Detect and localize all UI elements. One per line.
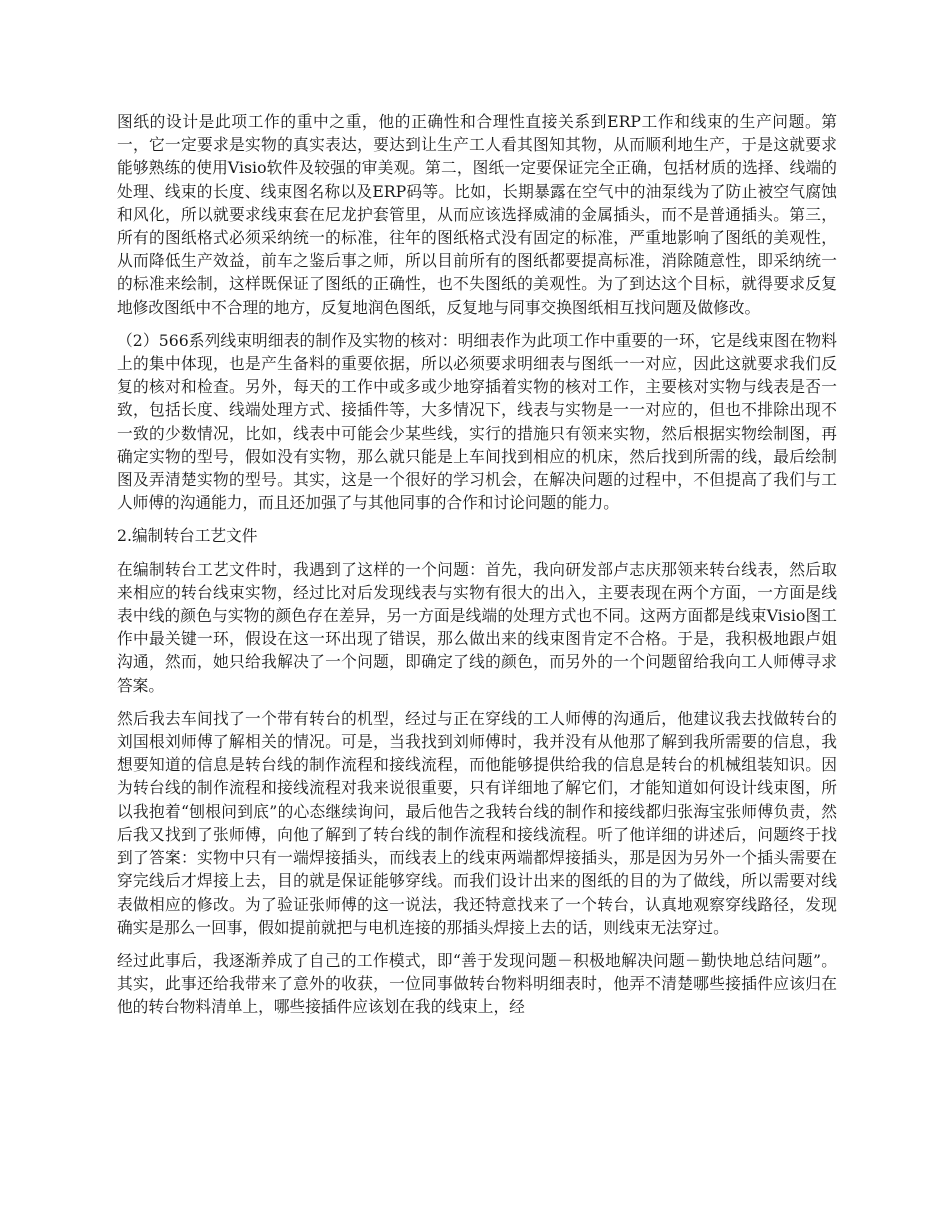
document-page (117, 110, 837, 1029)
paragraph-work-mode: 经过此事后，我逐渐养成了自己的工作模式，即“善于发现问题－积极地解决问题－勤快地总结问题”。其实，此事还给我带来了意外的收获，一位同事做转台物料明细表时，他弄不清楚哪些接插件应该归在他的转台物料清单上，哪些接插件应该划在我的线束上，经 (117, 950, 837, 1017)
paragraph-drawing-design: 图纸的设计是此项工作的重中之重，他的正确性和合理性直接关系到ERP工作和线束的生产问题。第一，它一定要求是实物的真实表达，要达到让生产工人看其图知其物，从而顺利地生产，于是这就要求能够熟练的使用Visio软件及较强的审美观。第二，图纸一定要保证完全正确，包括材质的选择、线端的处理、线束的长度、线束图名称以及ERP码等。比如，长期暴露在空气中的油泵线为了防止被空气腐蚀和风化，所以就要求线束套在尼龙护套管里，从而应该选择威浦的金属插头，而不是普通插头。第三，所有的图纸格式必须采纳统一的标准，往年的图纸格式没有固定的标准，严重地影响了图纸的美观性，从而降低生产效益，前车之鉴后事之师，所以目前所有的图纸都要提高标准，消除随意性，即采纳统一的标准来绘制，这样既保证了图纸的正确性，也不失图纸的美观性。为了到达这个目标，就得要求反复地修改图纸中不合理的地方，反复地润色图纸，反复地与同事交换图纸相互找问题及做修改。 (117, 112, 837, 317)
paragraph-workshop-visit: 然后我去车间找了一个带有转台的机型，经过与正在穿线的工人师傅的沟通后，他建议我去找做转台的刘国根刘师傅了解相关的情况。可是，当我找到刘师傅时，我并没有从他那了解到我所需要的信息，我想要知道的信息是转台线的制作流程和接线流程，而他能够提供给我的信息是转台的机械组装知识。因为转台线的制作流程和接线流程对我来说很重要，只有详细地了解它们，才能知道如何设计线束图，所以我抱着“刨根问到底”的心态继续询问，最后他告之我转台线的制作和接线都归张海宝张师傅负责，然后我又找到了张师傅，向他了解到了转台线的制作流程和接线流程。听了他详细的讲述后，问题终于找到了答案：实物中只有一端焊接插头，而线表上的线束两端都焊接插头，那是因为另外一个插头需要在穿完线后才焊接上去，目的就是保证能够穿线。而我们设计出来的图纸的目的为了做线，所以需要对线表做相应的修改。为了验证张师傅的这一说法，我还特意找来了一个转台，认真地观察穿线路径，发现确实是那么一回事，假如提前就把与电机连接的那插头焊接上去的话，则线束无法穿过。 (117, 708, 837, 937)
paragraph-566-detail-table: （2）566系列线束明细表的制作及实物的核对：明细表作为此项工作中重要的一环，它是线束图在物料上的集中体现，也是产生备料的重要依据，所以必须要求明细表与图纸一一对应，因此这就要求我们反复的核对和检查。另外，每天的工作中或多或少地穿插着实物的核对工作，主要核对实物与线表是否一致，包括长度、线端处理方式、接插件等，大多情况下，线表与实物是一一对应的，但也不排除出现不一致的少数情况，比如，线表中可能会少某些线，实行的措施只有领来实物，然后根据实物绘制图，再确定实物的型号，假如没有实物，那么就只能是上车间找到相应的机床，然后找到所需的线，最后绘制图及弄清楚实物的型号。其实，这是一个很好的学习机会，在解决问题的过程中，不但提高了我们与工人师傅的沟通能力，而且还加强了与其他同事的合作和讨论问题的能力。 (117, 330, 837, 513)
section-heading: 2.编制转台工艺文件 (117, 526, 258, 546)
paragraph-turntable-process: 在编制转台工艺文件时，我遇到了这样的一个问题：首先，我向研发部卢志庆那领来转台线表，然后取来相应的转台线束实物，经过比对后发现线表与实物有很大的出入，主要表现在两个方面，一方面是线表中线的颜色与实物的颜色存在差异，另一方面是线端的处理方式也不同。这两方面都是线束Visio图工作中最关键一环，假设在这一环出现了错误，那么做出来的线束图肯定不合格。于是，我积极地跟卢姐沟通，然而，她只给我解决了一个问题，即确定了线的颜色，而另外的一个问题留给我向工人师傅寻求答案。 (117, 559, 837, 695)
